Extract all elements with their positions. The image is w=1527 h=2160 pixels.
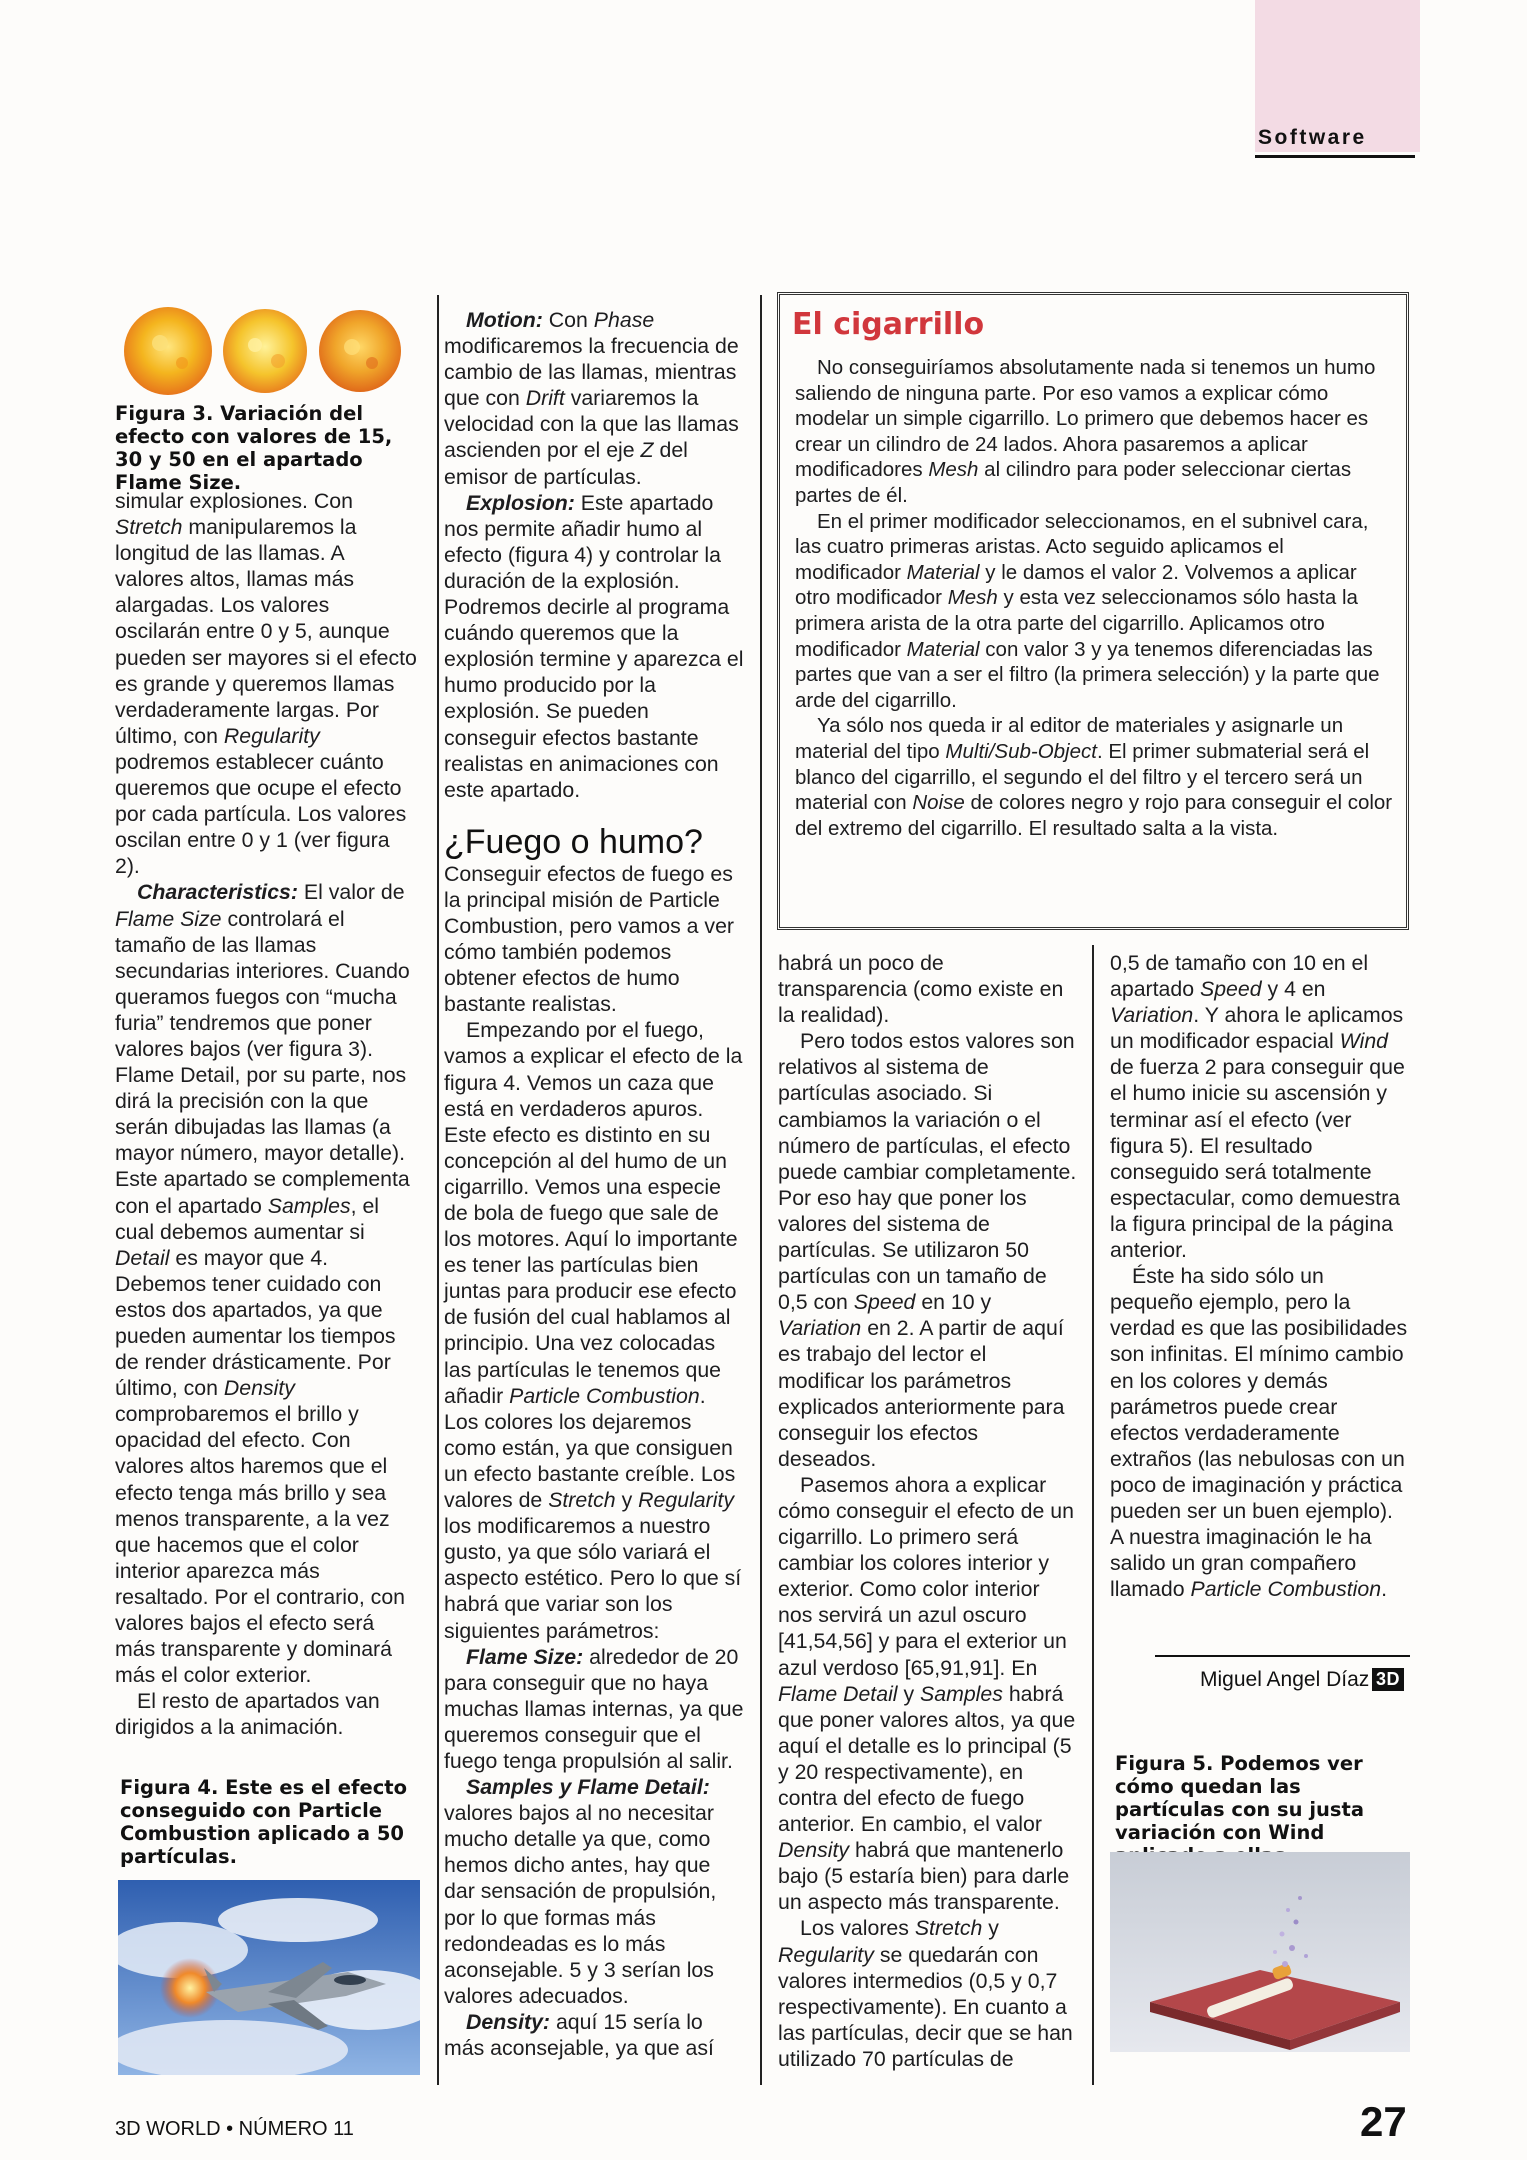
figure4-caption: Figura 4. Este es el efecto conseguido con Particle Combustion aplicado a 50 partículas. <box>120 1776 407 1868</box>
page-number: 27 <box>1360 2098 1407 2145</box>
sidebar-text <box>795 355 1393 841</box>
3d-logo-tag: 3D <box>1372 1668 1404 1691</box>
section-label: Software <box>1258 126 1367 149</box>
sidebar-title: El cigarrillo <box>792 307 985 342</box>
col2-paragraph-2: Explosion: Este apartado nos permite añadir humo al efecto (figura 4) y controlar la duración de la explosión. Podremos decirle al programa cuándo queremos que la explosión termine y aparezca el humo producido por la explosión. Se pueden conseguir efectos bastante realistas en animaciones con este apartado. <box>444 490 744 802</box>
column-rule-2 <box>760 295 762 2085</box>
col1-paragraph-1: simular explosiones. Con Stretch manipularemos la longitud de las llamas. A valores altos, llamas más alargadas. Los valores oscilarán entre 0 y 5, aunque pueden ser mayores si el efecto es grande y queremos llamas verdaderamente largas. Por último, con Regularity podremos establecer cuánto queremos que ocupe el efecto por cada partícula. Los valores oscilan entre 0 y 1 (ver figura 2). <box>115 489 417 879</box>
column-1 <box>115 488 417 1741</box>
fireball-15 <box>124 307 212 395</box>
col2-paragraph-5: Flame Size: alrededor de 20 para conseguir que no haya muchas llamas internas, ya que queremos conseguir que el fuego tenga propulsión al salir. <box>444 1644 744 1773</box>
col2-paragraph-4: Empezando por el fuego, vamos a explicar el efecto de la figura 4. Vemos un caza que está en verdaderos apuros. Este efecto es distinto en su concepción al del humo de un cigarrillo. Vemos una especie de bola de fuego que sale de los motores. Aquí lo importante es tener las partículas bien juntas para producir ese efecto de fusión del cual hablamos al principio. Una vez colocadas las partículas le tenemos que añadir Particle Combustion. Los colores los dejaremos como están, ya que consiguen un efecto bastante creíble. Los valores de Stretch y Regularity los modificaremos a nuestro gusto, ya que sólo variará el aspecto estético. Pero lo que sí habrá que variar son los siguientes parámetros: <box>444 1018 743 1643</box>
col2-paragraph-3: Conseguir efectos de fuego es la principal misión de Particle Combustion, pero vamos a ver cómo también podemos obtener efectos de humo bastante realistas. <box>444 861 735 1017</box>
figure5-caption: Figura 5. Podemos ver cómo quedan las partículas con su justa variación con Wind <box>1115 1752 1364 1844</box>
col4-paragraph-2: Éste ha sido sólo un pequeño ejemplo, pero la verdad es que las posibilidades son infinitas. El mínimo cambio en los colores y demás parámetros puede crear efectos verdaderamente extraños (las nebulosas con un poco de imaginación y práctica pueden ser un buen ejemplo). A nuestra imaginación le ha salido un gran compañero llamado Particle Combustion. <box>1110 1264 1408 1602</box>
fireball-50 <box>319 310 401 392</box>
sidebar-paragraph-1: No conseguiríamos absolutamente nada si tenemos un humo saliendo de ninguna parte. Por eso vamos a explicar cómo modelar un simple cigarrillo. Lo primero que debemos hacer es crear un cilindro de 24 lados. Ahora pasaremos a aplicar modificadores Mesh al cilindro para poder seleccionar ciertas partes de él. <box>795 356 1376 507</box>
subheading-fuego-o-humo: ¿Fuego o humo? <box>444 822 703 861</box>
column-4 <box>1110 950 1410 1602</box>
col3-paragraph-3: Pasemos ahora a explicar cómo conseguir el efecto de un cigarrillo. Lo primero será cambiar los colores interior y exterior. Como color interior nos servirá un azul oscuro [41,54,56] y para el exterior un azul verdoso [65,91,91]. En Flame Detail y Samples habrá que poner valores altos, ya que aquí el detalle es lo principal (5 y 20 respectivamente), en contra del efecto de fuego anterior. En cambio, el valor Density habrá que mantenerlo bajo (5 estaría bien) para darle un aspecto más transparente. <box>778 1472 1076 1915</box>
column-rule-3 <box>1092 945 1094 2085</box>
col3-paragraph-1: habrá un poco de transparencia (como existe en la realidad). <box>778 951 1064 1028</box>
col2-paragraph-1: Motion: Con Phase modificaremos la frecuencia de cambio de las llamas, mientras que con Drift variaremos la velocidad con la que las llamas ascienden por el eje Z del emisor de partículas. <box>444 308 739 489</box>
col4-paragraph-1: 0,5 de tamaño con 10 en el apartado Speed y 4 en Variation. Y ahora le aplicamos un modificador espacial Wind de fuerza 2 para conseguir que el humo inicie su ascensión y terminar así el efecto (ver figura 5). El resultado conseguido será totalmente espectacular, como demuestra la figura principal de la página anterior. <box>1110 951 1405 1263</box>
column-2 <box>444 307 744 2061</box>
engine-fireball <box>160 1958 220 2018</box>
sidebar-paragraph-2: En el primer modificador seleccionamos, en el subnivel cara, las cuatro primeras aristas. Acto seguido aplicamos el modificador Material y le damos el valor 2. Volvemos a aplicar otro modificador Mesh y esta vez seleccionamos sólo hasta la primera arista de la otra parte del cigarrillo. Aplicamos otro modificador Material con valor 3 y ya tenemos diferenciadas las partes que van a ser el filtro (la primera selección) y la parte que arde del cigarrillo. <box>795 509 1380 712</box>
author-name: Miguel Angel Díaz <box>1200 1668 1370 1691</box>
figure5-image <box>1110 1852 1410 2052</box>
signature-rule <box>1155 1655 1410 1657</box>
col2-paragraph-6: Samples y Flame Detail: valores bajos al no necesitar mucho detalle ya que, como hemos dicho antes, hay que dar sensación de propulsión, por lo que formas más redondeadas es lo más aconsejable. 5 y 3 serían los valores adecuados. <box>444 1775 717 2008</box>
column-3 <box>778 950 1078 2072</box>
fireball-30 <box>223 309 307 393</box>
col2-paragraph-7: Density: aquí 15 sería lo más aconsejable, ya que así <box>444 2009 714 2060</box>
col3-paragraph-2: Pero todos estos valores son relativos al sistema de partículas asociado. Si cambiamos la variación o el número de partículas, el efecto puede cambiar completamente. Por eso hay que poner los valores del sistema de partículas. Se utilizaron 50 partículas con un tamaño de 0,5 con Speed en 10 y Variation en 2. A partir de aquí es trabajo del lector el modificar los parámetros explicados anteriormente para conseguir los efectos deseados. <box>778 1029 1077 1471</box>
figure3-caption: Figura 3. Variación del efecto con valores de 15, 30 y 50 en el apartado Flame Size. <box>115 402 393 494</box>
column-rule-1 <box>437 295 439 2085</box>
sidebar-paragraph-3: Ya sólo nos queda ir al editor de materiales y asignarle un material del tipo Multi/Sub-Object. El primer submaterial será el blanco del cigarrillo, el segundo el del filtro y el tercero será un material con Noise de colores negro y rojo para conseguir el color del extremo del cigarrillo. El resultado salta a la vista. <box>795 714 1393 840</box>
col1-paragraph-2: Characteristics: El valor de Flame Size controlará el tamaño de las llamas secundarias interiores. Cuando queramos fuegos con “mucha furia” tendremos que poner valores bajos (ver figura 3). Flame Detail, por su parte, nos dirá la precisión con la que serán dibujadas las llamas (a mayor número, mayor detalle). Este apartado se complementa con el apartado Samples, el cual debemos aumentar si Detail es mayor que 4. Debemos tener cuidado con estos dos apartados, ya que pueden aumentar los tiempos de render drásticamente. Por último, con Density comprobaremos el brillo y opacidad del efecto. Con valores altos haremos que el efecto tenga más brillo y sea menos transparente, a la vez que hacemos que el color interior aparezca más resaltado. Por el contrario, con valores bajos el efecto será más transparente y dominará más el color exterior. <box>115 880 410 1688</box>
col3-paragraph-4: Los valores Stretch y Regularity se quedarán con valores intermedios (0,5 y 0,7 respectivamente). En cuanto a las partículas, decir que se han utilizado 70 partículas de <box>778 1916 1073 2071</box>
figure4-image <box>118 1880 420 2075</box>
col1-paragraph-3: El resto de apartados van dirigidos a la animación. <box>115 1689 380 1740</box>
figure3-image <box>120 305 410 405</box>
footer-magazine: 3D WORLD • NÚMERO 11 <box>115 2118 354 2140</box>
section-rule <box>1255 155 1415 158</box>
